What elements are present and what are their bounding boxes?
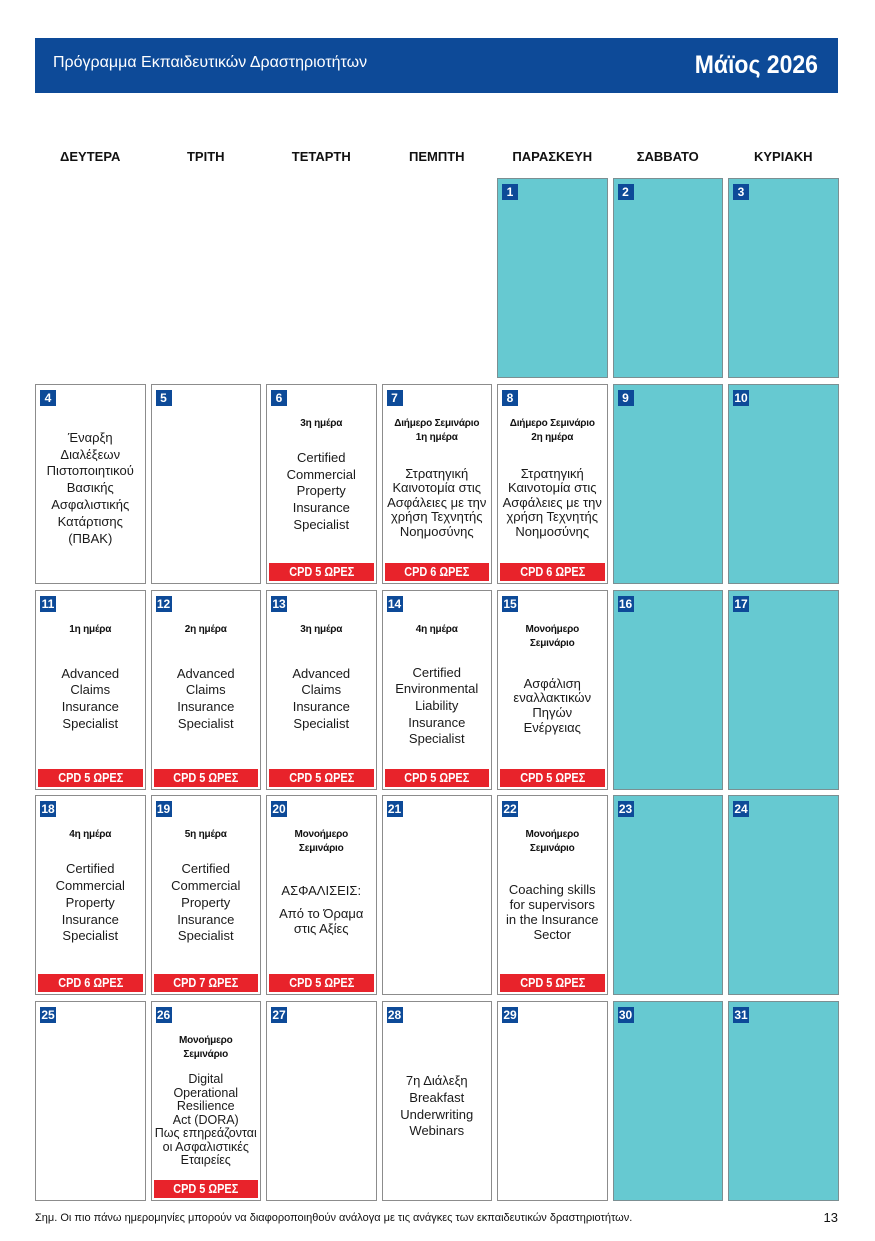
- header-month: Μάϊος 2026: [694, 51, 818, 79]
- event-label: 4η ημέρα: [415, 623, 458, 635]
- day-number-badge: 2: [618, 184, 634, 200]
- event-title: [268, 883, 375, 936]
- day-cell-11: [35, 590, 146, 790]
- event-title-text: Advanced Claims Insurance Specialist: [292, 665, 351, 731]
- weekday-header-sunday: ΚΥΡΙΑΚΗ: [753, 149, 813, 164]
- event-label: 3η ημέρα: [300, 623, 343, 635]
- day-cell-17: [728, 590, 839, 790]
- event-title-text: Από το Όραμα στις Αξίες: [279, 906, 364, 937]
- day-number-badge: 6: [271, 390, 287, 406]
- day-number-badge: 23: [618, 802, 633, 817]
- day-number-badge: 25: [41, 1008, 55, 1023]
- day-number-badge: 24: [734, 802, 748, 817]
- cpd-hours-badge: [500, 974, 605, 992]
- event-title: [384, 467, 491, 540]
- event-label: Μονοήμερο Σεμινάριο: [294, 829, 349, 855]
- day-cell-18: [35, 795, 146, 995]
- event-label: 1η ημέρα: [69, 623, 112, 635]
- day-number-badge: 11: [41, 596, 55, 611]
- day-cell-15: [497, 590, 608, 790]
- event-title-text: 7η Διάλεξη Breakfast Underwriting Webinars: [400, 1073, 474, 1139]
- event-title-text: Advanced Claims Insurance Specialist: [61, 665, 120, 731]
- cpd-hours-badge: [38, 769, 143, 787]
- day-number-badge: 26: [156, 1008, 171, 1023]
- day-number-badge: 15: [503, 596, 517, 611]
- day-cell-13: [266, 590, 377, 790]
- day-number-badge: 12: [156, 596, 171, 611]
- day-number-badge: 13: [272, 596, 286, 611]
- event-label: Μονοήμερο Σεμινάριο: [525, 623, 580, 649]
- day-cell-9: [613, 384, 724, 584]
- event-title: [153, 861, 260, 945]
- day-cell-25: [35, 1001, 146, 1201]
- cpd-hours-badge: [154, 974, 259, 992]
- day-cell-28: [382, 1001, 493, 1201]
- day-number-badge: 27: [272, 1008, 286, 1023]
- day-number-badge: 21: [387, 802, 402, 817]
- header-title: Πρόγραμμα Εκπαιδευτικών Δραστηριοτήτων: [53, 54, 368, 71]
- cpd-hours-text: CPD 5 ΩΡΕΣ: [519, 769, 585, 785]
- day-number-badge: 16: [618, 596, 633, 611]
- cpd-hours-badge: [269, 769, 374, 787]
- day-number-badge: 20: [272, 802, 286, 817]
- event-title-text: Certified Environmental Liability Insurance Specialist: [395, 664, 479, 747]
- event-title: [153, 666, 260, 733]
- cpd-hours-text: CPD 5 ΩΡΕΣ: [173, 769, 239, 785]
- day-cell-23: [613, 795, 724, 995]
- day-number-badge: 28: [387, 1008, 402, 1023]
- day-number-badge: 18: [41, 802, 55, 817]
- day-cell-26: [151, 1001, 262, 1201]
- weekday-header-row: [35, 147, 839, 167]
- cpd-hours-text: CPD 5 ΩΡΕΣ: [288, 769, 354, 785]
- day-number-badge: 8: [502, 390, 518, 406]
- event-title-text: Certified Commercial Property Insurance Specialist: [286, 449, 356, 532]
- cpd-hours-badge: [38, 974, 143, 992]
- day-cell-14: [382, 590, 493, 790]
- day-cell-2: [613, 178, 724, 378]
- event-title-text: Digital Operational Resilience Act (DORA) Πως επηρεάζονται οι Ασφαλιστικές Εταιρείες: [154, 1072, 257, 1168]
- event-title: [153, 1073, 260, 1168]
- event-title-text: Στρατηγική Καινοτομία στις Ασφάλειες με την χρήση Τεχνητής Νοημοσύνης: [387, 465, 487, 539]
- day-number-badge: 22: [503, 802, 517, 817]
- page-header: [35, 38, 838, 93]
- cpd-hours-badge: [385, 769, 490, 787]
- cpd-hours-text: CPD 5 ΩΡΕΣ: [288, 975, 354, 991]
- day-cell-21: [382, 795, 493, 995]
- cpd-hours-badge: [154, 769, 259, 787]
- cpd-hours-text: CPD 6 ΩΡΕΣ: [57, 975, 123, 991]
- day-number-badge: 1: [502, 184, 518, 200]
- day-cell-16: [613, 590, 724, 790]
- day-number-badge: 9: [618, 390, 634, 406]
- event-title: [499, 883, 606, 942]
- day-cell-7: [382, 384, 493, 584]
- event-title-text: Στρατηγική Καινοτομία στις Ασφάλειες με την χρήση Τεχνητής Νοημοσύνης: [502, 465, 602, 539]
- event-label: Μονοήμερο Σεμινάριο: [178, 1035, 233, 1061]
- weekday-header-friday: ΠΑΡΑΣΚΕΥΗ: [512, 149, 593, 164]
- day-cell-30: [613, 1001, 724, 1201]
- page-number: 13: [823, 1210, 838, 1225]
- event-label: 5η ημέρα: [184, 829, 227, 841]
- event-title: [268, 666, 375, 733]
- event-title: [384, 665, 491, 749]
- cpd-hours-text: CPD 5 ΩΡΕΣ: [404, 769, 470, 785]
- weekday-header-tuesday: ΤΡΙΤΗ: [186, 149, 225, 164]
- cpd-hours-badge: [500, 563, 605, 581]
- event-label: Διήμερο Σεμινάριο 1η ημέρα: [394, 417, 480, 443]
- event-title-text: Έναρξη Διαλέξεων Πιστοποιητικού Βασικής Ασφαλιστικής Κατάρτισης (ΠΒΑΚ): [46, 429, 134, 546]
- day-cell-22: [497, 795, 608, 995]
- cpd-hours-text: CPD 5 ΩΡΕΣ: [173, 1181, 239, 1197]
- event-title-text: Certified Commercial Property Insurance Specialist: [171, 861, 241, 944]
- day-number-badge: 31: [734, 1008, 748, 1023]
- event-label: 3η ημέρα: [300, 417, 343, 429]
- cpd-hours-text: CPD 6 ΩΡΕΣ: [519, 563, 585, 579]
- event-title: [37, 861, 144, 945]
- event-title-text: Coaching skills for supervisors in the Insurance Sector: [505, 882, 599, 942]
- cpd-hours-badge: [385, 563, 490, 581]
- footnote: Σημ. Οι πιο πάνω ημερομηνίες μπορούν να διαφοροποιηθούν ανάλογα με τις ανάγκες των εκπαιδευτικών δραστηριοτήτων.: [35, 1212, 633, 1224]
- weekday-header-monday: ΔΕΥΤΕΡΑ: [60, 149, 121, 164]
- day-number-badge: 17: [734, 596, 748, 611]
- day-cell-10: [728, 384, 839, 584]
- cpd-hours-text: CPD 5 ΩΡΕΣ: [288, 563, 354, 579]
- day-cell-24: [728, 795, 839, 995]
- day-cell-12: [151, 590, 262, 790]
- day-cell-29: [497, 1001, 608, 1201]
- cpd-hours-badge: [269, 563, 374, 581]
- day-cell-20: [266, 795, 377, 995]
- event-title-text: Advanced Claims Insurance Specialist: [176, 665, 235, 731]
- cpd-hours-text: CPD 6 ΩΡΕΣ: [404, 563, 470, 579]
- cpd-hours-text: CPD 5 ΩΡΕΣ: [519, 975, 585, 991]
- day-number-badge: 30: [618, 1008, 633, 1023]
- event-label: 4η ημέρα: [69, 829, 112, 841]
- weekday-header-wednesday: ΤΕΤΑΡΤΗ: [291, 149, 351, 164]
- event-title-text: ΑΣΦΑΛΙΣΕΙΣ:: [281, 883, 362, 899]
- day-number-badge: 19: [156, 802, 171, 817]
- day-cell-6: [266, 384, 377, 584]
- cpd-hours-badge: [154, 1180, 259, 1198]
- event-title: [499, 467, 606, 540]
- weekday-header-saturday: ΣΑΒΒΑΤΟ: [636, 149, 699, 164]
- day-cell-3: [728, 178, 839, 378]
- cpd-hours-text: CPD 5 ΩΡΕΣ: [57, 769, 123, 785]
- event-label: 2η ημέρα: [184, 623, 227, 635]
- event-label: Διήμερο Σεμινάριο 2η ημέρα: [509, 417, 595, 443]
- day-number-badge: 10: [734, 390, 748, 405]
- event-title-text: Certified Commercial Property Insurance Specialist: [55, 861, 125, 944]
- event-title: [499, 677, 606, 736]
- event-title: [384, 1073, 491, 1140]
- day-cell-1: [497, 178, 608, 378]
- day-number-badge: 3: [733, 184, 749, 200]
- weekday-header-thursday: ΠΕΜΠΤΗ: [408, 149, 465, 164]
- event-title: [37, 430, 144, 548]
- day-cell-4: [35, 384, 146, 584]
- day-number-badge: 7: [387, 390, 403, 406]
- cpd-hours-text: CPD 7 ΩΡΕΣ: [173, 975, 239, 991]
- cpd-hours-badge: [269, 974, 374, 992]
- event-title-text: Ασφάλιση εναλλακτικών Πηγών Ενέργειας: [513, 675, 592, 735]
- day-number-badge: 14: [387, 596, 402, 611]
- day-cell-27: [266, 1001, 377, 1201]
- day-cell-5: [151, 384, 262, 584]
- day-number-badge: 29: [503, 1008, 517, 1023]
- event-title: [37, 666, 144, 733]
- day-number-badge: 5: [156, 390, 172, 406]
- day-cell-19: [151, 795, 262, 995]
- day-number-badge: 4: [40, 390, 56, 406]
- day-cell-8: [497, 384, 608, 584]
- cpd-hours-badge: [500, 769, 605, 787]
- event-title: [268, 450, 375, 534]
- event-label: Μονοήμερο Σεμινάριο: [525, 829, 580, 855]
- day-cell-31: [728, 1001, 839, 1201]
